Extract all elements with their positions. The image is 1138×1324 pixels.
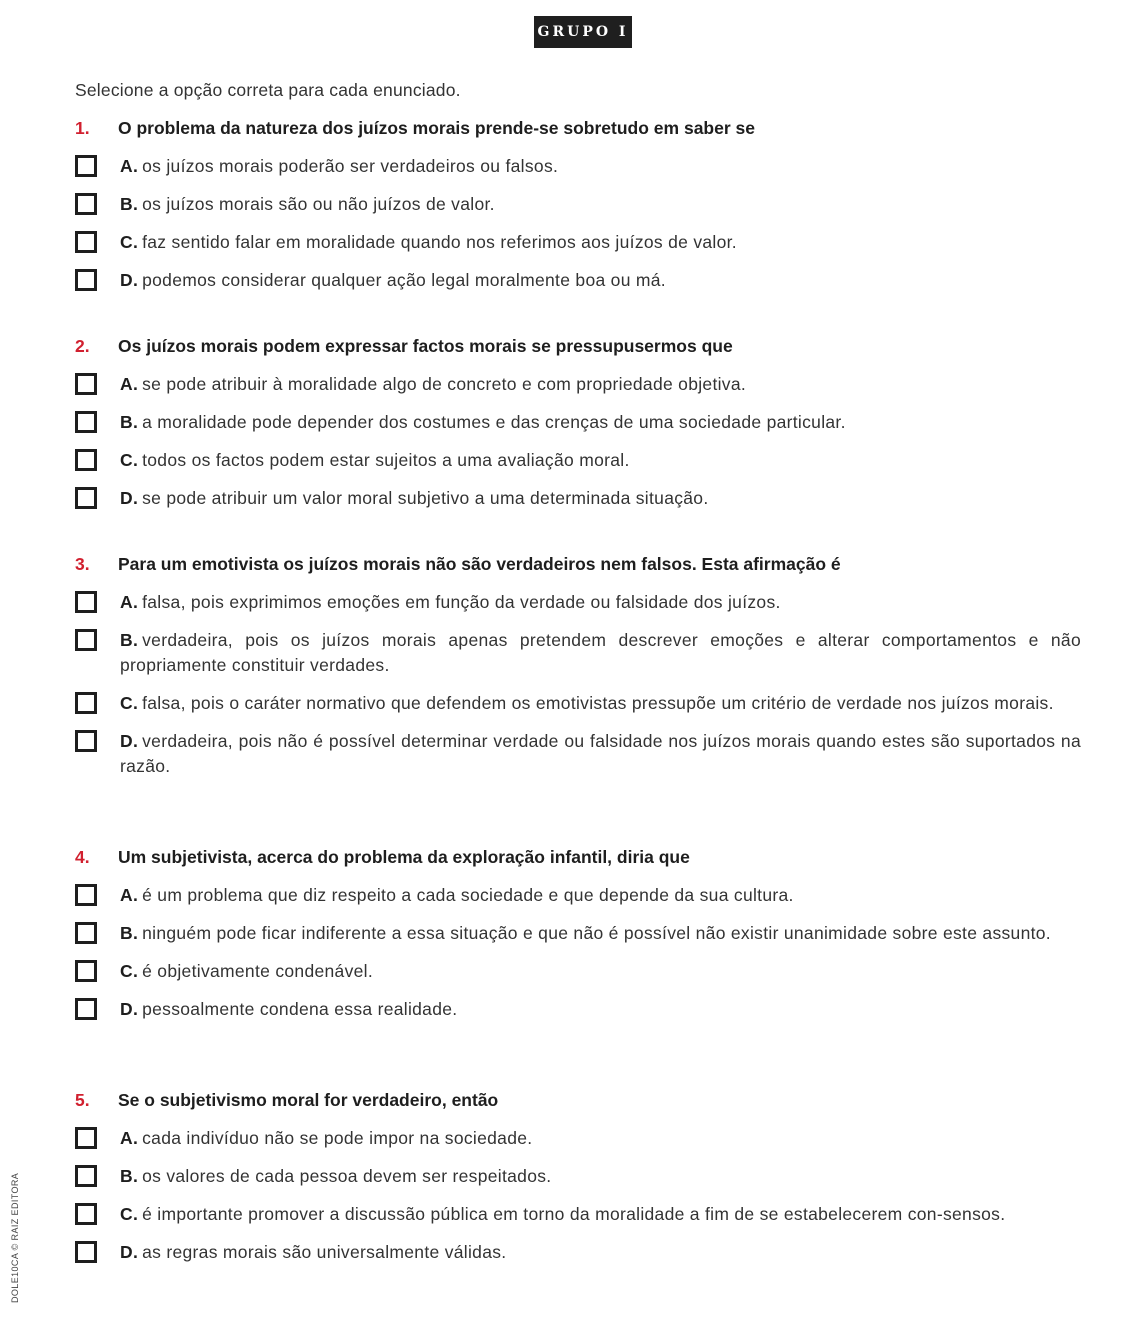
option-label: cada indivíduo não se pode impor na sociedade. bbox=[142, 1128, 533, 1148]
option-letter: B. bbox=[120, 1166, 139, 1186]
option-text bbox=[120, 1202, 1081, 1227]
option-letter: D. bbox=[120, 1242, 139, 1262]
option-label: verdadeira, pois os juízos morais apenas pretendem descrever emoções e alterar comportamentos e não propriamente constituir verdades. bbox=[120, 630, 1081, 675]
option-3b[interactable] bbox=[0, 628, 1138, 678]
checkbox-4d[interactable] bbox=[75, 998, 97, 1020]
option-text bbox=[120, 997, 1081, 1022]
checkbox-2c[interactable] bbox=[75, 449, 97, 471]
option-5c[interactable] bbox=[0, 1202, 1138, 1227]
option-4d[interactable] bbox=[0, 997, 1138, 1022]
question-header bbox=[0, 847, 1138, 883]
option-label: é um problema que diz respeito a cada sociedade e que depende da sua cultura. bbox=[142, 885, 794, 905]
option-letter: C. bbox=[120, 232, 139, 252]
option-3a[interactable] bbox=[0, 590, 1138, 615]
checkbox-1c[interactable] bbox=[75, 231, 97, 253]
checkbox-1b[interactable] bbox=[75, 193, 97, 215]
option-1c[interactable] bbox=[0, 230, 1138, 255]
option-label: os juízos morais poderão ser verdadeiros ou falsos. bbox=[142, 156, 559, 176]
question-4 bbox=[0, 847, 1138, 1035]
option-letter: D. bbox=[120, 731, 139, 751]
option-text bbox=[120, 410, 1081, 435]
option-letter: B. bbox=[120, 630, 139, 650]
option-label: as regras morais são universalmente válidas. bbox=[142, 1242, 507, 1262]
checkbox-3b[interactable] bbox=[75, 629, 97, 651]
question-prompt: Se o subjetivismo moral for verdadeiro, então bbox=[118, 1090, 499, 1110]
option-label: os juízos morais são ou não juízos de valor. bbox=[142, 194, 495, 214]
option-label: ninguém pode ficar indiferente a essa situação e que não é possível não existir unanimidade sobre este assunto. bbox=[142, 923, 1051, 943]
question-3 bbox=[0, 554, 1138, 792]
option-4b[interactable] bbox=[0, 921, 1138, 946]
option-letter: A. bbox=[120, 374, 139, 394]
option-label: podemos considerar qualquer ação legal moralmente boa ou má. bbox=[142, 270, 666, 290]
option-text bbox=[120, 1126, 1081, 1151]
option-text bbox=[120, 372, 1081, 397]
option-2d[interactable] bbox=[0, 486, 1138, 511]
option-label: a moralidade pode depender dos costumes e das crenças de uma sociedade particular. bbox=[142, 412, 846, 432]
question-2 bbox=[0, 336, 1138, 524]
checkbox-5c[interactable] bbox=[75, 1203, 97, 1225]
checkbox-4c[interactable] bbox=[75, 960, 97, 982]
option-text bbox=[120, 154, 1081, 179]
option-3d[interactable] bbox=[0, 729, 1138, 779]
question-header bbox=[0, 554, 1138, 590]
checkbox-3c[interactable] bbox=[75, 692, 97, 714]
question-prompt: Um subjetivista, acerca do problema da exploração infantil, diria que bbox=[118, 847, 690, 867]
checkbox-4b[interactable] bbox=[75, 922, 97, 944]
option-text bbox=[120, 1240, 1081, 1265]
option-letter: C. bbox=[120, 961, 139, 981]
option-label: faz sentido falar em moralidade quando nos referimos aos juízos de valor. bbox=[142, 232, 737, 252]
question-prompt: O problema da natureza dos juízos morais prende-se sobretudo em saber se bbox=[118, 118, 755, 138]
option-letter: C. bbox=[120, 693, 139, 713]
group-badge: GRUPO I bbox=[534, 16, 632, 48]
instructions-text: Selecione a opção correta para cada enunciado. bbox=[75, 80, 461, 100]
option-label: se pode atribuir à moralidade algo de concreto e com propriedade objetiva. bbox=[142, 374, 747, 394]
checkbox-3d[interactable] bbox=[75, 730, 97, 752]
option-letter: D. bbox=[120, 270, 139, 290]
option-letter: A. bbox=[120, 592, 139, 612]
option-letter: D. bbox=[120, 488, 139, 508]
question-number: 2. bbox=[75, 336, 90, 356]
option-3c[interactable] bbox=[0, 691, 1138, 716]
question-number: 4. bbox=[75, 847, 90, 867]
option-label: todos os factos podem estar sujeitos a uma avaliação moral. bbox=[142, 450, 630, 470]
option-2a[interactable] bbox=[0, 372, 1138, 397]
option-label: pessoalmente condena essa realidade. bbox=[142, 999, 458, 1019]
option-text bbox=[120, 1164, 1081, 1189]
checkbox-2b[interactable] bbox=[75, 411, 97, 433]
option-5a[interactable] bbox=[0, 1126, 1138, 1151]
option-text bbox=[120, 192, 1081, 217]
option-2c[interactable] bbox=[0, 448, 1138, 473]
option-letter: D. bbox=[120, 999, 139, 1019]
option-1b[interactable] bbox=[0, 192, 1138, 217]
option-1a[interactable] bbox=[0, 154, 1138, 179]
option-text bbox=[120, 729, 1081, 779]
checkbox-5b[interactable] bbox=[75, 1165, 97, 1187]
option-label: é importante promover a discussão pública em torno da moralidade a fim de se estabelecerem con-sensos. bbox=[142, 1204, 1006, 1224]
question-header bbox=[0, 336, 1138, 372]
option-letter: A. bbox=[120, 885, 139, 905]
checkbox-2a[interactable] bbox=[75, 373, 97, 395]
question-1 bbox=[0, 118, 1138, 306]
option-5b[interactable] bbox=[0, 1164, 1138, 1189]
question-5 bbox=[0, 1090, 1138, 1278]
option-text bbox=[120, 628, 1081, 678]
option-letter: C. bbox=[120, 450, 139, 470]
option-label: falsa, pois exprimimos emoções em função da verdade ou falsidade dos juízos. bbox=[142, 592, 781, 612]
question-header bbox=[0, 1090, 1138, 1126]
option-label: os valores de cada pessoa devem ser respeitados. bbox=[142, 1166, 552, 1186]
option-text bbox=[120, 486, 1081, 511]
option-text bbox=[120, 590, 1081, 615]
option-1d[interactable] bbox=[0, 268, 1138, 293]
option-letter: A. bbox=[120, 1128, 139, 1148]
option-label: se pode atribuir um valor moral subjetivo a uma determinada situação. bbox=[142, 488, 709, 508]
question-number: 1. bbox=[75, 118, 90, 138]
question-prompt: Os juízos morais podem expressar factos morais se pressupusermos que bbox=[118, 336, 733, 356]
option-text bbox=[120, 883, 1081, 908]
option-letter: B. bbox=[120, 412, 139, 432]
option-text bbox=[120, 448, 1081, 473]
option-text bbox=[120, 921, 1081, 946]
option-2b[interactable] bbox=[0, 410, 1138, 435]
checkbox-2d[interactable] bbox=[75, 487, 97, 509]
option-letter: C. bbox=[120, 1204, 139, 1224]
checkbox-3a[interactable] bbox=[75, 591, 97, 613]
checkbox-5a[interactable] bbox=[75, 1127, 97, 1149]
option-text bbox=[120, 268, 1081, 293]
publisher-credit: DOLE10CA © RAIZ EDITORA bbox=[10, 1172, 20, 1303]
option-letter: B. bbox=[120, 923, 139, 943]
question-prompt: Para um emotivista os juízos morais não são verdadeiros nem falsos. Esta afirmação é bbox=[118, 554, 841, 574]
option-5d[interactable] bbox=[0, 1240, 1138, 1265]
checkbox-1d[interactable] bbox=[75, 269, 97, 291]
checkbox-1a[interactable] bbox=[75, 155, 97, 177]
question-number: 3. bbox=[75, 554, 90, 574]
option-label: é objetivamente condenável. bbox=[142, 961, 374, 981]
option-4c[interactable] bbox=[0, 959, 1138, 984]
option-label: falsa, pois o caráter normativo que defendem os emotivistas pressupõe um critério de verdade nos juízos morais. bbox=[142, 693, 1054, 713]
option-letter: A. bbox=[120, 156, 139, 176]
option-text bbox=[120, 959, 1081, 984]
option-text bbox=[120, 691, 1081, 716]
checkbox-4a[interactable] bbox=[75, 884, 97, 906]
option-text bbox=[120, 230, 1081, 255]
checkbox-5d[interactable] bbox=[75, 1241, 97, 1263]
option-letter: B. bbox=[120, 194, 139, 214]
question-number: 5. bbox=[75, 1090, 90, 1110]
question-header bbox=[0, 118, 1138, 154]
option-label: verdadeira, pois não é possível determinar verdade ou falsidade nos juízos morais quando estes são suportados na razão. bbox=[120, 731, 1081, 776]
option-4a[interactable] bbox=[0, 883, 1138, 908]
